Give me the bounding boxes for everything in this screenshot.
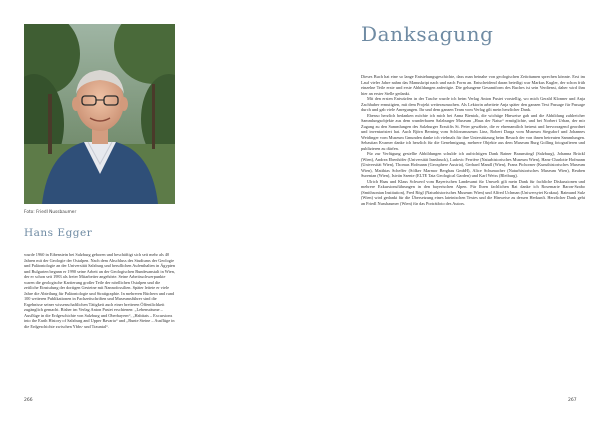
author-name-heading: Hans Egger [24,227,93,239]
paragraph: Ebenso herzlich bedanken möchte ich mich bei Anna Bieniok, die wichtige Hinweise gab und die Abbildung zahlreicher Sammlungsobjekte aus dem wunderbaren Salzburger Museum „Haus der Natur“ ermöglichte, und bei Norbert Urban, der mir Zugang zu den Sammlungen des Salzburger Erzstifts St. Peter gewährte, die er ehrenamtlich betreut und hervorragend geordnet und inventarisiert hat. Auch Björn Berning vom Schlossmuseum Linz, Robert Darga vom Museum Siegsdorf und Johannes Weidinger vom Museum Gmunden danke ich vielmals für ihre Unterstützung beim Besuch der von ihnen betreuten Sammlungen. Sebastian Kvarner danke ich herzlich für die Genehmigung, mehrere Objekte aus dem Museum Burg Golling fotografieren und publizieren zu dürfen. [361,112,585,151]
author-portrait-photo [24,24,175,204]
acknowledgements-text [361,74,585,206]
paragraph: Für zur Verfügung gestellte Abbildungen schulde ich aufrichtigen Dank Rainer Braunstingl (Salzburg), Johanna Brückl (Wien), Andrea Ebenhöfer (Universität Innsbruck), Ludovic Ferrière (Naturhistorisches Museum Wien), Hans-Charlotte Hofmann (Universität Wien), Thomas Hofmann (Geosphere Austria), Gerhard Mandl (Wien), Franz Pichorner (Kunsthistorisches Museum Wien), Matthias Scheffer (Sölker Marmor Bergbau GmbH), Alice Schumacher (Naturhistorisches Museum Wien), Reuben Surenian (Wien), István Szente (ELTE Tata Geological Garden) und Karl Weiss (Bleiburg). [361,151,585,178]
page-title: Danksagung [361,22,494,46]
right-page [300,0,600,422]
paragraph: Ulrich Haas und Klaus Schwerd vom Bayerischen Landesamt für Umwelt gilt mein Dank für fachliche Diskussionen und mehrere Exkursionsführungen in den bayerischen Alpen. Für Ihren fachlichen Rat danke ich Rosemarie Baron-Szabo (Smithsonian Institution), Fred Rögl (Naturhistorisches Museum Wien) und Alfred Uchman (Uniwersytet Krakau). Raimund Sulz (Wien) wird gedankt für die Übersetzung eines lateinischen Textes und die Hinweise zu dessen Herkunft. Herzlicher Dank geht an Friedl Nussbaumer (Wien) für das Porträtfoto des Autors. [361,178,585,206]
author-biography: wurde 1960 in Eibenstein bei Salzburg geboren und beschäftigt sich seit mehr als 40 Jahren mit der Geologie der Ostalpen. Nach dem Abschluss des Studiums der Geologie und Paläontologie an der Universität Salzburg und beruflichen Aufenthalten in Ägypten und Bulgarien begann er 1990 seine Arbeit an der Geologischen Bundesanstalt in Wien, der er schon seit 1983 als freier Mitarbeiter angehörte. Seine Arbeitsschwerpunkte waren die geologische Kartierung großer Teile der nördlichen Ostalpen und die zeitliche Einstufung der dortigen Gesteine mit Nannofossilien. Später leitete er viele Jahre die Abteilung für Paläontologie und Stratigraphie. In mehreren Büchern und rund 100 weiteren Publikationen in Fachzeitschriften und Museumsführer sind die Ergebnisse seiner wissenschaftlichen Tätigkeit auch einer breiteren Öffentlichkeit zugänglich gemacht. Bisher im Verlag Anton Pustet erschienen: „Lebensräume – Ausflüge in die Erdgeschichte von Salzburg und Oberbayern“, „Habitats – Excursions into the Earth History of Salzburg and Upper Bavaria“ und „Bunte Steine – Ausflüge in die Erdgeschichte zwischen Ybbs- und Trauntal“. [24,252,175,329]
author-portrait-image [24,24,175,204]
paragraph: Mit den ersten Entwürfen in der Tasche wurde ich beim Verlag Anton Pustet vorstellig, wo mich Gerald Klonner und Anja Zachhuber ermutigten, mit dem Projekt weiterzumachen. Als Lektorin arbeitete Anja später den ganzen Text Passage für Passage durch und gab viele Anregungen. Ihr und dem ganzen Team vom Verlag gilt mein herzlicher Dank. [361,96,585,112]
page-number-left: 266 [24,398,33,403]
page-number-right: 267 [568,398,577,403]
photo-credit: Foto: Friedl Nussbaumer [24,210,77,215]
paragraph: Dieses Buch hat eine so lange Entstehungsgeschichte, dass man beinahe von geologischen Zeiträumen sprechen könnte. Erst im Lauf vieler Jahre nahm das Manuskript nach und nach Form an. Entscheidend daran beteiligt war Markus Kugler, der schon früh einzelne Teile erste und erste Abbildungen anfertigte. Die gelungene Gesamtform des Buches ist sein Verdienst, daher wird ihm hier an erster Stelle gedankt. [361,74,585,96]
